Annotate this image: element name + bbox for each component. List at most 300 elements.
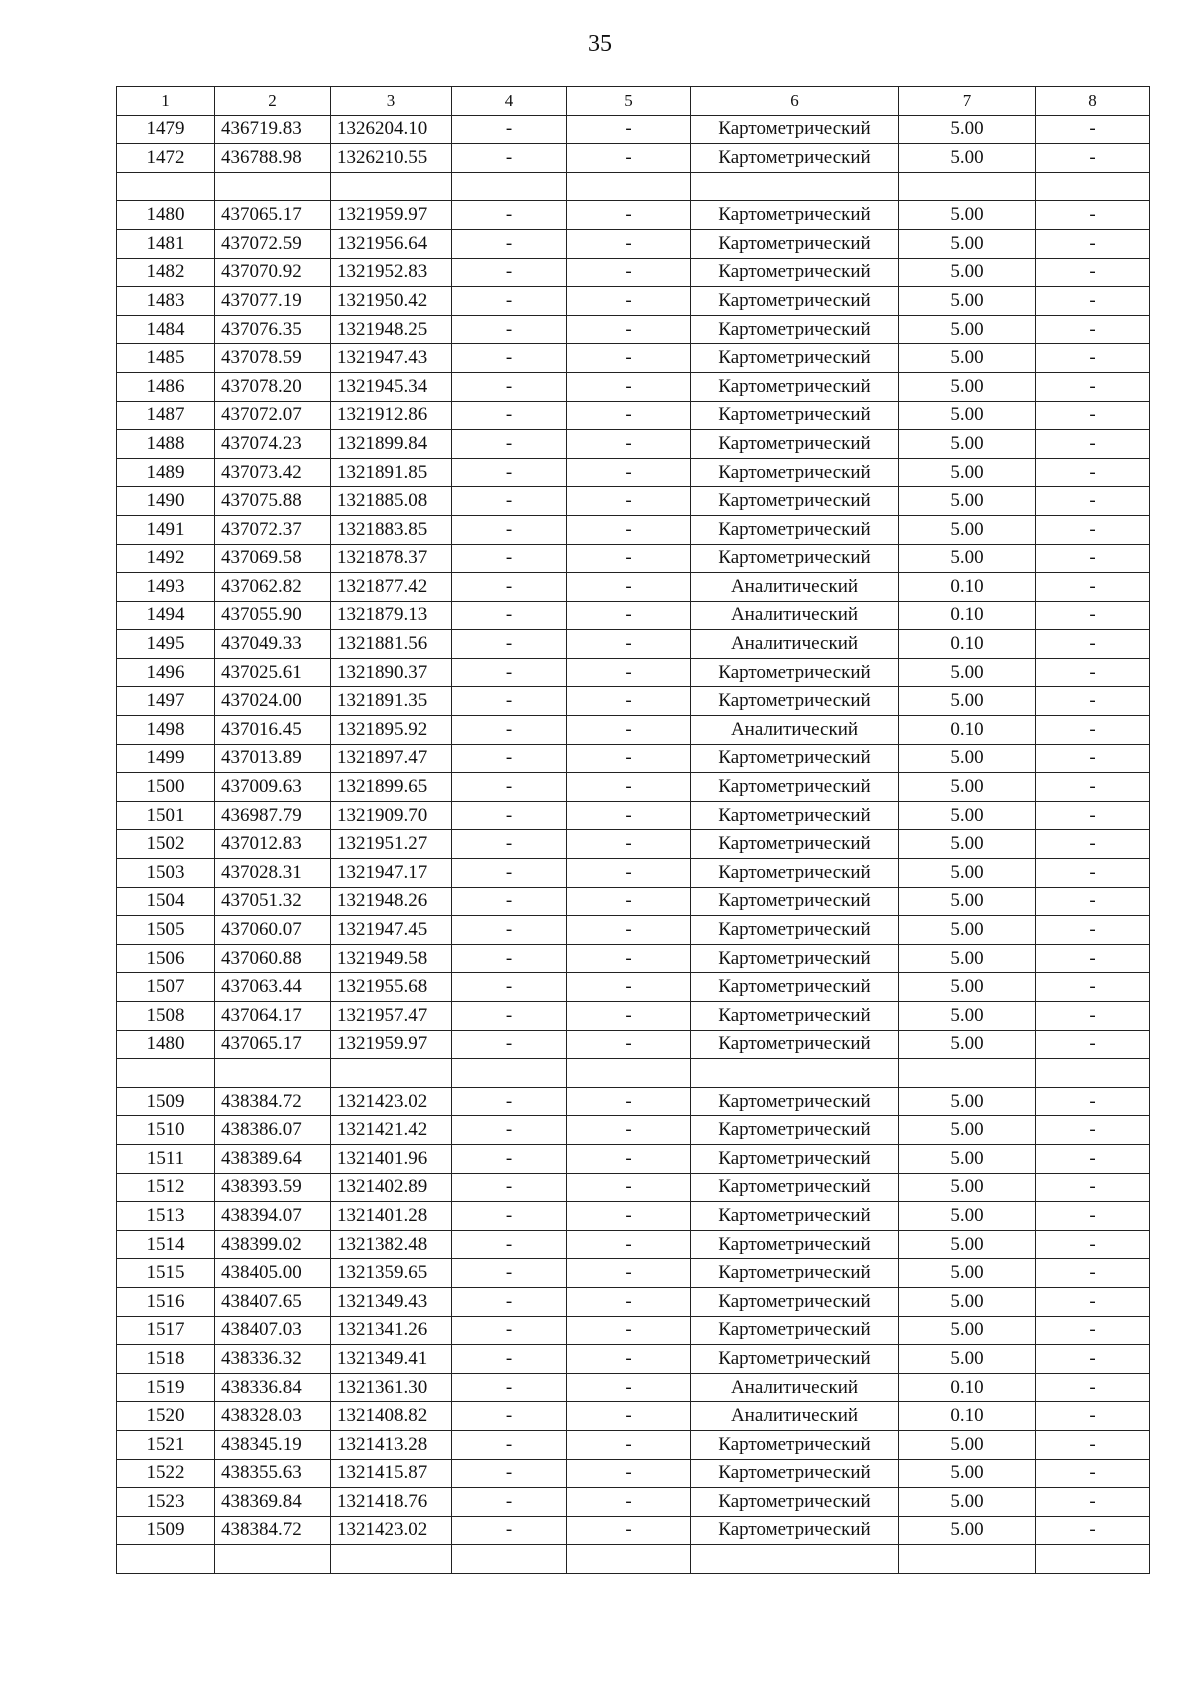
- cell-coord-x: 437077.19: [215, 287, 331, 316]
- cell-method: [691, 1545, 899, 1574]
- cell-col-5: -: [567, 1116, 691, 1145]
- cell-point-number: 1496: [117, 658, 215, 687]
- cell-point-number: [117, 172, 215, 201]
- cell-coord-y: 1321890.37: [331, 658, 452, 687]
- cell-col-8: -: [1036, 372, 1150, 401]
- cell-col-4: -: [452, 487, 567, 516]
- cell-coord-x: 437065.17: [215, 201, 331, 230]
- cell-accuracy: 5.00: [899, 1144, 1036, 1173]
- cell-col-8: -: [1036, 973, 1150, 1002]
- cell-coord-x: 437076.35: [215, 315, 331, 344]
- cell-coord-x: 438389.64: [215, 1144, 331, 1173]
- cell-accuracy: 5.00: [899, 430, 1036, 459]
- cell-col-8: -: [1036, 201, 1150, 230]
- cell-col-5: -: [567, 658, 691, 687]
- cell-coord-x: 437064.17: [215, 1002, 331, 1031]
- cell-accuracy: 5.00: [899, 1430, 1036, 1459]
- cell-col-4: -: [452, 944, 567, 973]
- table-body: [117, 115, 1150, 1573]
- cell-coord-x: 437078.59: [215, 344, 331, 373]
- cell-coord-y: 1321349.41: [331, 1345, 452, 1374]
- table-row: [117, 1488, 1150, 1517]
- cell-col-8: -: [1036, 859, 1150, 888]
- table-row: [117, 1402, 1150, 1431]
- cell-col-5: -: [567, 487, 691, 516]
- table-row: [117, 1345, 1150, 1374]
- cell-point-number: 1517: [117, 1316, 215, 1345]
- cell-point-number: 1492: [117, 544, 215, 573]
- cell-coord-x: 437075.88: [215, 487, 331, 516]
- cell-accuracy: 5.00: [899, 487, 1036, 516]
- cell-col-5: -: [567, 830, 691, 859]
- cell-col-8: -: [1036, 830, 1150, 859]
- cell-col-4: -: [452, 1316, 567, 1345]
- cell-accuracy: 5.00: [899, 1030, 1036, 1059]
- cell-accuracy: 5.00: [899, 144, 1036, 173]
- cell-col-4: -: [452, 1345, 567, 1374]
- column-header-2: 2: [215, 87, 331, 116]
- cell-col-4: -: [452, 115, 567, 144]
- cell-col-5: -: [567, 1030, 691, 1059]
- cell-col-5: -: [567, 687, 691, 716]
- cell-accuracy: 0.10: [899, 1373, 1036, 1402]
- cell-col-8: -: [1036, 630, 1150, 659]
- table-row-separator: [117, 1545, 1150, 1574]
- cell-point-number: 1512: [117, 1173, 215, 1202]
- cell-point-number: 1484: [117, 315, 215, 344]
- cell-coord-y: [331, 172, 452, 201]
- table-header-row: [117, 87, 1150, 116]
- cell-col-5: -: [567, 1259, 691, 1288]
- cell-coord-y: 1321948.26: [331, 887, 452, 916]
- cell-coord-x: 438336.32: [215, 1345, 331, 1374]
- cell-method: Картометрический: [691, 372, 899, 401]
- cell-coord-y: 1321401.96: [331, 1144, 452, 1173]
- cell-coord-x: 437072.59: [215, 229, 331, 258]
- cell-accuracy: 5.00: [899, 687, 1036, 716]
- cell-coord-y: 1321948.25: [331, 315, 452, 344]
- cell-point-number: 1501: [117, 801, 215, 830]
- cell-point-number: 1522: [117, 1459, 215, 1488]
- cell-method: Аналитический: [691, 630, 899, 659]
- cell-col-4: -: [452, 716, 567, 745]
- cell-coord-y: 1321909.70: [331, 801, 452, 830]
- cell-point-number: 1489: [117, 458, 215, 487]
- cell-accuracy: 5.00: [899, 859, 1036, 888]
- cell-col-8: [1036, 1059, 1150, 1088]
- cell-coord-y: 1321959.97: [331, 201, 452, 230]
- cell-method: Картометрический: [691, 287, 899, 316]
- cell-accuracy: [899, 1545, 1036, 1574]
- page-number: 35: [588, 31, 612, 57]
- cell-col-5: -: [567, 1402, 691, 1431]
- cell-col-8: -: [1036, 1402, 1150, 1431]
- cell-coord-y: 1321947.43: [331, 344, 452, 373]
- cell-method: Картометрический: [691, 201, 899, 230]
- cell-point-number: 1502: [117, 830, 215, 859]
- cell-accuracy: 5.00: [899, 229, 1036, 258]
- cell-coord-x: 436719.83: [215, 115, 331, 144]
- cell-col-4: -: [452, 1259, 567, 1288]
- table-row: [117, 1173, 1150, 1202]
- cell-col-5: -: [567, 1173, 691, 1202]
- cell-coord-y: 1321423.02: [331, 1516, 452, 1545]
- cell-accuracy: 5.00: [899, 744, 1036, 773]
- cell-method: Картометрический: [691, 1459, 899, 1488]
- cell-point-number: [117, 1059, 215, 1088]
- cell-method: Картометрический: [691, 229, 899, 258]
- cell-col-4: -: [452, 229, 567, 258]
- cell-method: Картометрический: [691, 830, 899, 859]
- cell-point-number: 1480: [117, 1030, 215, 1059]
- cell-col-4: -: [452, 1202, 567, 1231]
- cell-point-number: 1508: [117, 1002, 215, 1031]
- cell-col-5: -: [567, 1002, 691, 1031]
- cell-col-4: -: [452, 1116, 567, 1145]
- cell-col-8: -: [1036, 315, 1150, 344]
- cell-coord-x: 438336.84: [215, 1373, 331, 1402]
- cell-method: Картометрический: [691, 515, 899, 544]
- cell-coord-y: 1321408.82: [331, 1402, 452, 1431]
- table-row: [117, 573, 1150, 602]
- cell-col-4: -: [452, 1144, 567, 1173]
- cell-col-8: -: [1036, 687, 1150, 716]
- cell-coord-x: 437065.17: [215, 1030, 331, 1059]
- cell-col-4: -: [452, 515, 567, 544]
- table-row: [117, 601, 1150, 630]
- cell-method: Картометрический: [691, 1430, 899, 1459]
- cell-col-4: -: [452, 1488, 567, 1517]
- cell-col-5: -: [567, 1373, 691, 1402]
- cell-coord-y: 1321415.87: [331, 1459, 452, 1488]
- cell-accuracy: 5.00: [899, 287, 1036, 316]
- cell-coord-y: 1321349.43: [331, 1287, 452, 1316]
- cell-coord-y: 1321359.65: [331, 1259, 452, 1288]
- cell-col-8: -: [1036, 601, 1150, 630]
- cell-col-8: -: [1036, 1087, 1150, 1116]
- cell-point-number: 1518: [117, 1345, 215, 1374]
- cell-accuracy: 5.00: [899, 1516, 1036, 1545]
- cell-coord-y: 1321947.17: [331, 859, 452, 888]
- cell-coord-x: 437074.23: [215, 430, 331, 459]
- cell-accuracy: 5.00: [899, 916, 1036, 945]
- cell-point-number: 1499: [117, 744, 215, 773]
- cell-col-8: -: [1036, 1459, 1150, 1488]
- cell-coord-x: 437024.00: [215, 687, 331, 716]
- cell-method: Картометрический: [691, 258, 899, 287]
- cell-col-8: -: [1036, 144, 1150, 173]
- table-row: [117, 201, 1150, 230]
- cell-method: Картометрический: [691, 973, 899, 1002]
- column-header-4: 4: [452, 87, 567, 116]
- cell-col-4: -: [452, 916, 567, 945]
- cell-col-5: -: [567, 372, 691, 401]
- table-row: [117, 773, 1150, 802]
- cell-method: Аналитический: [691, 716, 899, 745]
- cell-col-4: -: [452, 830, 567, 859]
- cell-col-4: -: [452, 1516, 567, 1545]
- cell-col-5: -: [567, 601, 691, 630]
- cell-coord-y: 1321879.13: [331, 601, 452, 630]
- cell-col-8: -: [1036, 1116, 1150, 1145]
- cell-coord-x: 437028.31: [215, 859, 331, 888]
- cell-coord-x: 436987.79: [215, 801, 331, 830]
- cell-col-5: -: [567, 973, 691, 1002]
- cell-coord-y: 1321883.85: [331, 515, 452, 544]
- cell-point-number: 1514: [117, 1230, 215, 1259]
- table-row: [117, 716, 1150, 745]
- cell-col-4: -: [452, 573, 567, 602]
- cell-point-number: 1521: [117, 1430, 215, 1459]
- cell-method: Картометрический: [691, 1144, 899, 1173]
- cell-accuracy: 5.00: [899, 1087, 1036, 1116]
- cell-col-8: -: [1036, 1373, 1150, 1402]
- cell-col-4: -: [452, 144, 567, 173]
- table-row: [117, 1144, 1150, 1173]
- cell-col-8: -: [1036, 1259, 1150, 1288]
- cell-col-5: -: [567, 716, 691, 745]
- cell-col-5: -: [567, 515, 691, 544]
- cell-coord-x: 437073.42: [215, 458, 331, 487]
- cell-coord-y: [331, 1059, 452, 1088]
- column-header-5: 5: [567, 87, 691, 116]
- cell-col-4: -: [452, 658, 567, 687]
- cell-col-4: -: [452, 773, 567, 802]
- cell-col-8: -: [1036, 916, 1150, 945]
- cell-col-4: -: [452, 887, 567, 916]
- cell-coord-x: 437063.44: [215, 973, 331, 1002]
- cell-col-4: -: [452, 201, 567, 230]
- cell-coord-y: 1321952.83: [331, 258, 452, 287]
- cell-point-number: 1479: [117, 115, 215, 144]
- cell-accuracy: 5.00: [899, 315, 1036, 344]
- table-row: [117, 1087, 1150, 1116]
- table-row: [117, 229, 1150, 258]
- cell-accuracy: 5.00: [899, 1345, 1036, 1374]
- cell-col-8: -: [1036, 258, 1150, 287]
- cell-col-4: [452, 172, 567, 201]
- cell-col-8: -: [1036, 458, 1150, 487]
- cell-point-number: 1497: [117, 687, 215, 716]
- cell-col-4: -: [452, 687, 567, 716]
- table-row-separator: [117, 1059, 1150, 1088]
- table-row: [117, 1002, 1150, 1031]
- cell-point-number: 1498: [117, 716, 215, 745]
- column-header-8: 8: [1036, 87, 1150, 116]
- cell-accuracy: 5.00: [899, 1287, 1036, 1316]
- cell-coord-x: 438328.03: [215, 1402, 331, 1431]
- cell-point-number: 1491: [117, 515, 215, 544]
- cell-coord-x: 438394.07: [215, 1202, 331, 1231]
- cell-method: Картометрический: [691, 944, 899, 973]
- cell-accuracy: 5.00: [899, 801, 1036, 830]
- cell-col-5: [567, 1545, 691, 1574]
- table-row: [117, 258, 1150, 287]
- cell-col-5: -: [567, 144, 691, 173]
- cell-col-8: -: [1036, 544, 1150, 573]
- cell-method: Картометрический: [691, 144, 899, 173]
- cell-method: Картометрический: [691, 916, 899, 945]
- table-row: [117, 1259, 1150, 1288]
- cell-col-5: -: [567, 1459, 691, 1488]
- table-row: [117, 487, 1150, 516]
- cell-method: Картометрический: [691, 1287, 899, 1316]
- cell-coord-y: 1321955.68: [331, 973, 452, 1002]
- cell-coord-x: 437070.92: [215, 258, 331, 287]
- cell-coord-x: 438369.84: [215, 1488, 331, 1517]
- cell-col-4: -: [452, 372, 567, 401]
- table-row: [117, 144, 1150, 173]
- table-row-separator: [117, 172, 1150, 201]
- cell-col-5: -: [567, 1430, 691, 1459]
- cell-method: Картометрический: [691, 1087, 899, 1116]
- cell-coord-y: 1326210.55: [331, 144, 452, 173]
- cell-col-4: -: [452, 544, 567, 573]
- cell-col-8: -: [1036, 1287, 1150, 1316]
- cell-col-4: -: [452, 1430, 567, 1459]
- cell-accuracy: 5.00: [899, 1173, 1036, 1202]
- cell-accuracy: 5.00: [899, 372, 1036, 401]
- cell-coord-y: 1321956.64: [331, 229, 452, 258]
- cell-col-4: -: [452, 1173, 567, 1202]
- cell-col-4: -: [452, 1373, 567, 1402]
- cell-col-5: -: [567, 744, 691, 773]
- cell-accuracy: 0.10: [899, 573, 1036, 602]
- table-row: [117, 115, 1150, 144]
- cell-accuracy: 5.00: [899, 1316, 1036, 1345]
- table-row: [117, 687, 1150, 716]
- cell-coord-y: 1321402.89: [331, 1173, 452, 1202]
- cell-coord-x: 438345.19: [215, 1430, 331, 1459]
- cell-col-5: -: [567, 1287, 691, 1316]
- cell-col-4: -: [452, 1459, 567, 1488]
- cell-method: Картометрический: [691, 1173, 899, 1202]
- cell-coord-y: 1321421.42: [331, 1116, 452, 1145]
- cell-col-5: -: [567, 773, 691, 802]
- table-row: [117, 430, 1150, 459]
- cell-coord-y: 1321382.48: [331, 1230, 452, 1259]
- cell-col-8: -: [1036, 115, 1150, 144]
- cell-col-8: [1036, 1545, 1150, 1574]
- cell-method: Картометрический: [691, 315, 899, 344]
- cell-coord-y: 1321413.28: [331, 1430, 452, 1459]
- cell-col-4: -: [452, 401, 567, 430]
- cell-col-8: -: [1036, 801, 1150, 830]
- cell-col-4: -: [452, 801, 567, 830]
- table-row: [117, 1230, 1150, 1259]
- cell-col-8: -: [1036, 716, 1150, 745]
- cell-coord-x: 437025.61: [215, 658, 331, 687]
- cell-col-5: -: [567, 801, 691, 830]
- cell-coord-x: 438384.72: [215, 1516, 331, 1545]
- cell-point-number: 1523: [117, 1488, 215, 1517]
- cell-accuracy: 5.00: [899, 1259, 1036, 1288]
- cell-col-4: [452, 1059, 567, 1088]
- cell-accuracy: 5.00: [899, 515, 1036, 544]
- cell-col-4: -: [452, 630, 567, 659]
- cell-accuracy: 5.00: [899, 115, 1036, 144]
- cell-accuracy: 5.00: [899, 544, 1036, 573]
- cell-coord-y: 1321341.26: [331, 1316, 452, 1345]
- cell-coord-y: 1321947.45: [331, 916, 452, 945]
- cell-coord-x: 438405.00: [215, 1259, 331, 1288]
- cell-coord-x: 437016.45: [215, 716, 331, 745]
- cell-col-5: -: [567, 287, 691, 316]
- cell-point-number: 1490: [117, 487, 215, 516]
- cell-point-number: 1506: [117, 944, 215, 973]
- cell-method: Картометрический: [691, 544, 899, 573]
- cell-point-number: [117, 1545, 215, 1574]
- cell-col-8: -: [1036, 1516, 1150, 1545]
- cell-col-4: -: [452, 458, 567, 487]
- cell-col-4: [452, 1545, 567, 1574]
- table-row: [117, 544, 1150, 573]
- cell-col-5: -: [567, 201, 691, 230]
- cell-point-number: 1486: [117, 372, 215, 401]
- column-header-1: 1: [117, 87, 215, 116]
- cell-method: [691, 1059, 899, 1088]
- cell-accuracy: 5.00: [899, 344, 1036, 373]
- table-row: [117, 859, 1150, 888]
- cell-col-5: -: [567, 544, 691, 573]
- table-row: [117, 887, 1150, 916]
- cell-coord-x: 437009.63: [215, 773, 331, 802]
- table-row: [117, 1430, 1150, 1459]
- cell-col-8: -: [1036, 1202, 1150, 1231]
- cell-coord-y: 1321418.76: [331, 1488, 452, 1517]
- cell-coord-x: [215, 1545, 331, 1574]
- cell-coord-x: 438407.03: [215, 1316, 331, 1345]
- cell-method: Картометрический: [691, 1345, 899, 1374]
- cell-method: Картометрический: [691, 744, 899, 773]
- cell-coord-y: 1321950.42: [331, 287, 452, 316]
- cell-col-4: -: [452, 344, 567, 373]
- cell-col-5: -: [567, 430, 691, 459]
- cell-col-8: -: [1036, 487, 1150, 516]
- cell-col-4: -: [452, 859, 567, 888]
- cell-coord-x: 438384.72: [215, 1087, 331, 1116]
- cell-point-number: 1503: [117, 859, 215, 888]
- cell-accuracy: 5.00: [899, 887, 1036, 916]
- table-row: [117, 1459, 1150, 1488]
- column-header-6: 6: [691, 87, 899, 116]
- cell-col-8: -: [1036, 1488, 1150, 1517]
- cell-coord-x: [215, 172, 331, 201]
- cell-col-8: -: [1036, 744, 1150, 773]
- cell-coord-x: 437069.58: [215, 544, 331, 573]
- cell-point-number: 1472: [117, 144, 215, 173]
- cell-coord-y: 1321945.34: [331, 372, 452, 401]
- cell-coord-y: [331, 1545, 452, 1574]
- cell-point-number: 1511: [117, 1144, 215, 1173]
- cell-col-8: -: [1036, 887, 1150, 916]
- cell-method: Картометрический: [691, 1488, 899, 1517]
- cell-coord-y: 1321912.86: [331, 401, 452, 430]
- cell-accuracy: 5.00: [899, 973, 1036, 1002]
- cell-method: Картометрический: [691, 859, 899, 888]
- cell-col-8: -: [1036, 1430, 1150, 1459]
- table-row: [117, 944, 1150, 973]
- cell-accuracy: 5.00: [899, 658, 1036, 687]
- cell-coord-x: 437072.37: [215, 515, 331, 544]
- cell-col-8: -: [1036, 773, 1150, 802]
- cell-col-5: -: [567, 1316, 691, 1345]
- cell-method: Картометрический: [691, 1259, 899, 1288]
- cell-accuracy: [899, 172, 1036, 201]
- cell-coord-y: 1321949.58: [331, 944, 452, 973]
- cell-col-8: -: [1036, 1345, 1150, 1374]
- cell-point-number: 1483: [117, 287, 215, 316]
